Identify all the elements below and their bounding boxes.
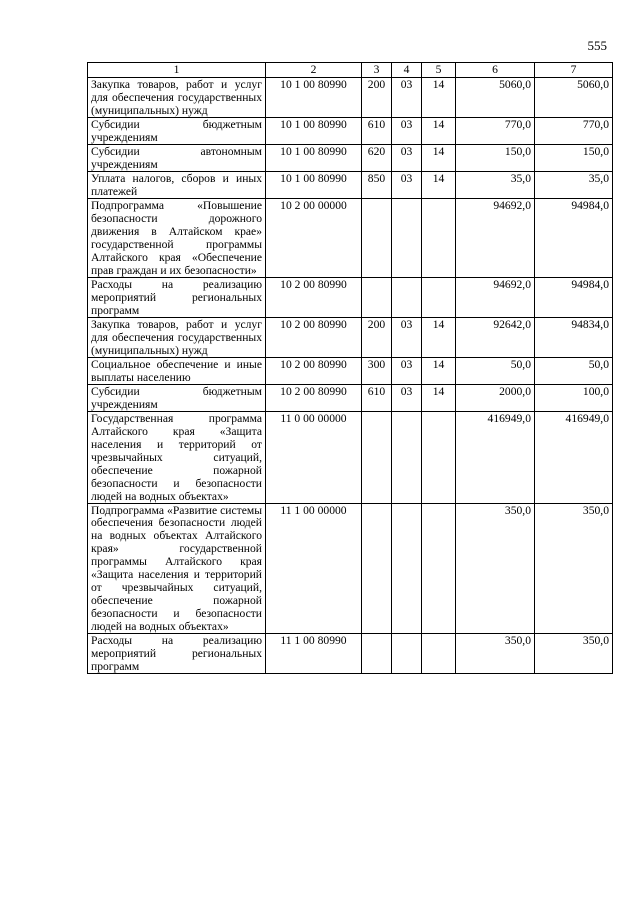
- target-code-cell: 11 0 00 00000: [266, 411, 362, 503]
- section-cell: [392, 503, 422, 634]
- target-code-cell: 10 1 00 80990: [266, 144, 362, 171]
- expense-type-cell: [362, 503, 392, 634]
- amount-year1-cell: 770,0: [456, 117, 535, 144]
- target-code-cell: 10 2 00 80990: [266, 357, 362, 384]
- item-name-cell: Субсидии бюджетным учреждениям: [88, 117, 266, 144]
- amount-year2-cell: 150,0: [535, 144, 613, 171]
- table-row: [88, 503, 613, 634]
- item-name-cell: Расходы на реализацию мероприятий региональных программ: [88, 277, 266, 317]
- section-cell: 03: [392, 357, 422, 384]
- expense-type-cell: 200: [362, 78, 392, 118]
- amount-year1-cell: 50,0: [456, 357, 535, 384]
- table-row: [88, 78, 613, 118]
- amount-year1-cell: 150,0: [456, 144, 535, 171]
- section-cell: 03: [392, 317, 422, 357]
- item-name-cell: Расходы на реализацию мероприятий региональных программ: [88, 634, 266, 674]
- expense-type-cell: 610: [362, 384, 392, 411]
- amount-year2-cell: 416949,0: [535, 411, 613, 503]
- target-code-cell: 10 2 00 80990: [266, 317, 362, 357]
- amount-year1-cell: 350,0: [456, 634, 535, 674]
- amount-year1-cell: 35,0: [456, 171, 535, 198]
- table-row: [88, 171, 613, 198]
- expense-type-cell: [362, 198, 392, 277]
- amount-year1-cell: 94692,0: [456, 198, 535, 277]
- amount-year1-cell: 92642,0: [456, 317, 535, 357]
- item-name-cell: Закупка товаров, работ и услуг для обеспечения государственных (муниципальных) нужд: [88, 78, 266, 118]
- expense-type-cell: 850: [362, 171, 392, 198]
- section-cell: [392, 634, 422, 674]
- amount-year2-cell: 100,0: [535, 384, 613, 411]
- amount-year2-cell: 770,0: [535, 117, 613, 144]
- subsection-cell: 14: [422, 117, 456, 144]
- table-row: [88, 117, 613, 144]
- amount-year2-cell: 5060,0: [535, 78, 613, 118]
- item-name-cell: Уплата налогов, сборов и иных платежей: [88, 171, 266, 198]
- subsection-cell: 14: [422, 317, 456, 357]
- page-number: 555: [587, 38, 607, 53]
- expense-type-cell: [362, 634, 392, 674]
- subsection-cell: [422, 277, 456, 317]
- expense-type-cell: 300: [362, 357, 392, 384]
- item-name-cell: Субсидии автономным учреждениям: [88, 144, 266, 171]
- expense-type-cell: [362, 277, 392, 317]
- amount-year1-cell: 94692,0: [456, 277, 535, 317]
- section-cell: 03: [392, 78, 422, 118]
- table-row: [88, 317, 613, 357]
- expense-type-cell: 610: [362, 117, 392, 144]
- header-cell: 5: [422, 63, 456, 78]
- amount-year1-cell: 5060,0: [456, 78, 535, 118]
- section-cell: 03: [392, 117, 422, 144]
- table-row: [88, 411, 613, 503]
- section-cell: 03: [392, 144, 422, 171]
- item-name-cell: Субсидии бюджетным учреждениям: [88, 384, 266, 411]
- header-row: [88, 63, 613, 78]
- subsection-cell: 14: [422, 384, 456, 411]
- section-cell: [392, 277, 422, 317]
- header-cell: 6: [456, 63, 535, 78]
- target-code-cell: 11 1 00 80990: [266, 634, 362, 674]
- amount-year2-cell: 94984,0: [535, 198, 613, 277]
- header-cell: 3: [362, 63, 392, 78]
- item-name-cell: Социальное обеспечение и иные выплаты населению: [88, 357, 266, 384]
- target-code-cell: 10 2 00 80990: [266, 277, 362, 317]
- budget-table: [87, 62, 613, 674]
- target-code-cell: 10 1 00 80990: [266, 117, 362, 144]
- expense-type-cell: 200: [362, 317, 392, 357]
- table-row: [88, 357, 613, 384]
- section-cell: 03: [392, 384, 422, 411]
- table-row: [88, 634, 613, 674]
- target-code-cell: 11 1 00 00000: [266, 503, 362, 634]
- subsection-cell: 14: [422, 171, 456, 198]
- item-name-cell: Подпрограмма «Развитие системы обеспечения безопасности людей на водных объектах Алтайского края» государственной программы Алтайского края «Защита населения и территорий от чрезвычайных ситуаций, обеспечение пожарной безопасности и безопасности людей на водных объектах»: [88, 503, 266, 634]
- subsection-cell: 14: [422, 144, 456, 171]
- table-row: [88, 198, 613, 277]
- amount-year2-cell: 94834,0: [535, 317, 613, 357]
- section-cell: 03: [392, 171, 422, 198]
- subsection-cell: 14: [422, 78, 456, 118]
- amount-year2-cell: 350,0: [535, 503, 613, 634]
- expense-type-cell: 620: [362, 144, 392, 171]
- target-code-cell: 10 2 00 00000: [266, 198, 362, 277]
- subsection-cell: [422, 503, 456, 634]
- subsection-cell: [422, 198, 456, 277]
- section-cell: [392, 411, 422, 503]
- target-code-cell: 10 2 00 80990: [266, 384, 362, 411]
- header-cell: 2: [266, 63, 362, 78]
- subsection-cell: 14: [422, 357, 456, 384]
- amount-year1-cell: 2000,0: [456, 384, 535, 411]
- target-code-cell: 10 1 00 80990: [266, 78, 362, 118]
- header-cell: 4: [392, 63, 422, 78]
- amount-year2-cell: 50,0: [535, 357, 613, 384]
- amount-year1-cell: 350,0: [456, 503, 535, 634]
- expense-type-cell: [362, 411, 392, 503]
- item-name-cell: Государственная программа Алтайского края «Защита населения и территорий от чрезвычайных ситуаций, обеспечение пожарной безопасности и безопасности людей на водных объектах»: [88, 411, 266, 503]
- amount-year2-cell: 35,0: [535, 171, 613, 198]
- item-name-cell: Закупка товаров, работ и услуг для обеспечения государственных (муниципальных) нужд: [88, 317, 266, 357]
- header-cell: 7: [535, 63, 613, 78]
- table-row: [88, 277, 613, 317]
- target-code-cell: 10 1 00 80990: [266, 171, 362, 198]
- table-row: [88, 384, 613, 411]
- amount-year2-cell: 350,0: [535, 634, 613, 674]
- amount-year2-cell: 94984,0: [535, 277, 613, 317]
- section-cell: [392, 198, 422, 277]
- subsection-cell: [422, 411, 456, 503]
- header-cell: 1: [88, 63, 266, 78]
- amount-year1-cell: 416949,0: [456, 411, 535, 503]
- item-name-cell: Подпрограмма «Повышение безопасности дорожного движения в Алтайском крае» государственной программы Алтайского края «Обеспечение прав граждан и их безопасности»: [88, 198, 266, 277]
- table-row: [88, 144, 613, 171]
- subsection-cell: [422, 634, 456, 674]
